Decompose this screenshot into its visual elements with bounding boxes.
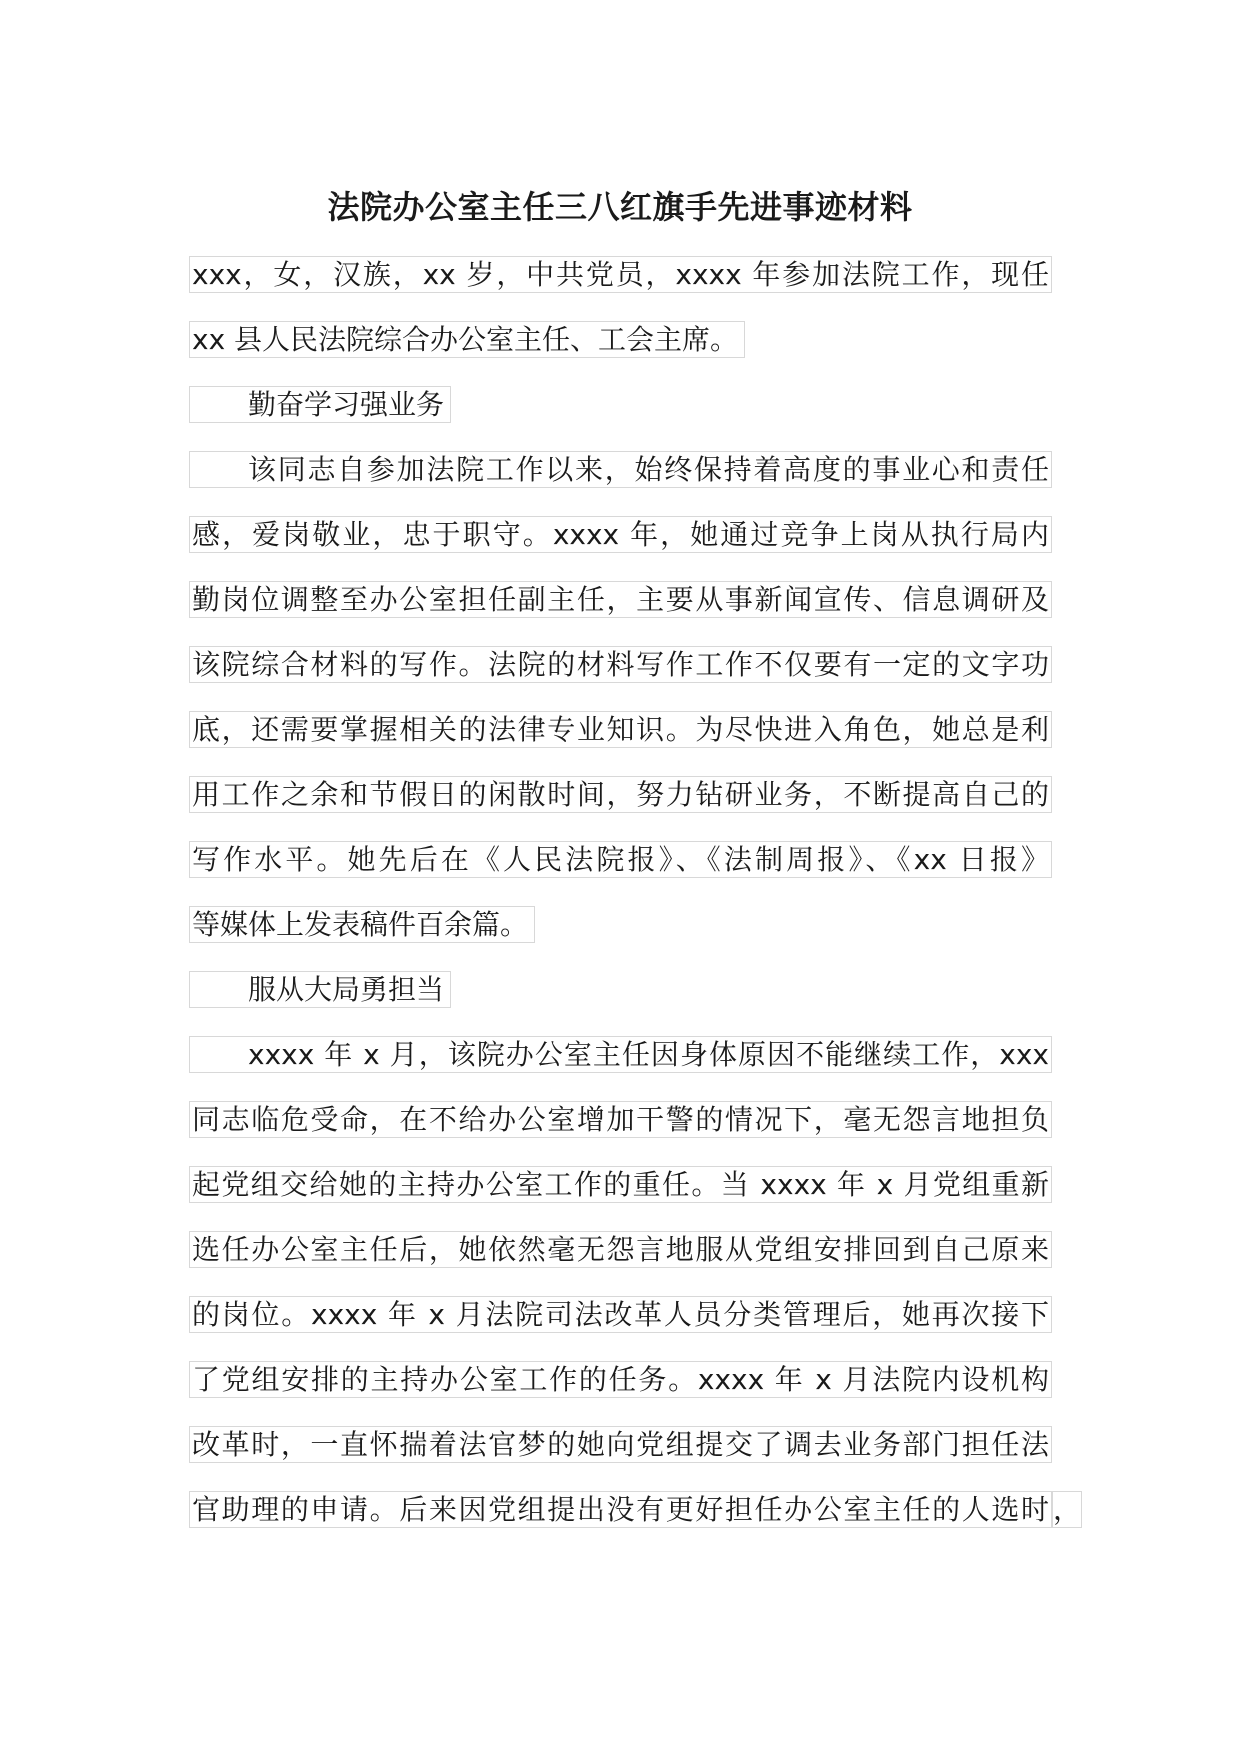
paragraph-line: 选任办公室主任后，她依然毫无怨言地服从党组安排回到自己原来 bbox=[189, 1231, 1052, 1268]
paragraph-line: 改革时，一直怀揣着法官梦的她向党组提交了调去业务部门担任法 bbox=[189, 1426, 1052, 1463]
paragraph-line: 起党组交给她的主持办公室工作的重任。当 xxxx 年 x 月党组重新 bbox=[189, 1166, 1052, 1203]
section-heading-study: 勤奋学习强业务 bbox=[189, 386, 451, 423]
paragraph-line: 官助理的申请。后来因党组提出没有更好担任办公室主任的人选时 bbox=[189, 1491, 1052, 1528]
paragraph-line: 勤岗位调整至办公室担任副主任，主要从事新闻宣传、信息调研及 bbox=[189, 581, 1052, 618]
paragraph-line: 同志临危受命，在不给办公室增加干警的情况下，毫无怨言地担负 bbox=[189, 1101, 1052, 1138]
paragraph-line: 感，爱岗敬业，忠于职守。xxxx 年，她通过竞争上岗从执行局内 bbox=[189, 516, 1052, 553]
paragraph-line: xxxx 年 x 月，该院办公室主任因身体原因不能继续工作，xxx bbox=[189, 1036, 1052, 1073]
paragraph-line: 写作水平。她先后在《人民法院报》、《法制周报》、《xx 日报》 bbox=[189, 841, 1052, 878]
paragraph-line: 等媒体上发表稿件百余篇。 bbox=[189, 906, 535, 943]
paragraph-line: 该同志自参加法院工作以来，始终保持着高度的事业心和责任 bbox=[189, 451, 1052, 488]
intro-line-2: xx 县人民法院综合办公室主任、工会主席。 bbox=[189, 321, 745, 358]
intro-line-1: xxx，女，汉族，xx 岁，中共党员，xxxx 年参加法院工作，现任 bbox=[189, 256, 1052, 293]
paragraph-line: 该院综合材料的写作。法院的材料写作工作不仅要有一定的文字功 bbox=[189, 646, 1052, 683]
document-title: 法院办公室主任三八红旗手先进事迹材料 bbox=[327, 188, 913, 226]
section-heading-duty: 服从大局勇担当 bbox=[189, 971, 451, 1008]
paragraph-line: 用工作之余和节假日的闲散时间，努力钻研业务，不断提高自己的 bbox=[189, 776, 1052, 813]
trailing-punctuation: ， bbox=[1053, 1493, 1082, 1526]
paragraph-line: 了党组安排的主持办公室工作的任务。xxxx 年 x 月法院内设机构 bbox=[189, 1361, 1052, 1398]
paragraph-line: 的岗位。xxxx 年 x 月法院司法改革人员分类管理后，她再次接下 bbox=[189, 1296, 1052, 1333]
paragraph-line: 底，还需要掌握相关的法律专业知识。为尽快进入角色，她总是利 bbox=[189, 711, 1052, 748]
